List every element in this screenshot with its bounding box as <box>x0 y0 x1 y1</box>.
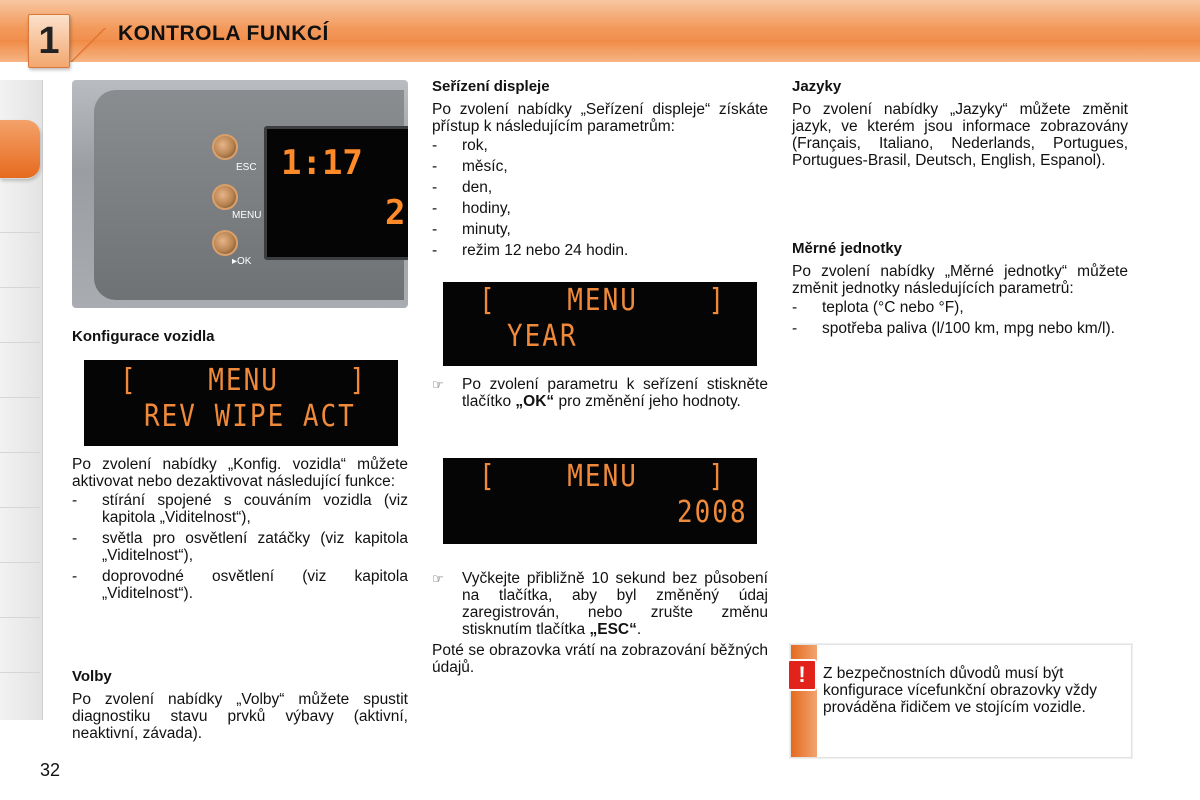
return-text: Poté se obrazovka vrátí na zobrazování běžných údajů. <box>432 642 768 676</box>
list-item: - světla pro osvětlení zatáčky (viz kapitola „Viditelnost“), <box>72 530 408 564</box>
list-item: - spotřeba paliva (l/100 km, mpg nebo km/l). <box>792 320 1128 337</box>
tip-esc <box>432 570 768 676</box>
list-item: - hodiny, <box>432 200 768 217</box>
lcd-2008 <box>443 458 757 544</box>
list-item: - režim 12 nebo 24 hodin. <box>432 242 768 259</box>
tip-ok <box>432 376 768 410</box>
chapter-tab[interactable] <box>0 620 40 673</box>
display-screen <box>264 126 408 260</box>
menu-label: MENU <box>232 210 262 221</box>
chapter-tab-rail <box>0 80 43 720</box>
chapter-tab-active[interactable] <box>0 120 40 179</box>
languages-section <box>792 78 1128 169</box>
list-item: - stírání spojené s couváním vozidla (viz kapitola „Viditelnost“), <box>72 492 408 526</box>
ok-label: ▸OK <box>232 256 252 267</box>
pointing-hand-icon: ☞ <box>432 571 444 586</box>
display-settings-section <box>432 78 768 263</box>
display-second-line: 2 <box>385 193 406 233</box>
units-intro: Po zvolení nabídky „Měrné jednotky“ můžete změnit jednotky následujících parametrů: <box>792 263 1128 297</box>
tip-ok-text: ☞ Po zvolení parametru k seřízení stiskněte tlačítko „OK“ pro změnění jeho hodnoty. <box>432 376 768 410</box>
menu-button-icon <box>212 184 238 210</box>
page-number: 32 <box>40 760 61 780</box>
list-item: - rok, <box>432 137 768 154</box>
tip-esc-text: ☞ Vyčkejte přibližně 10 sekund bez působení na tlačítka, aby byl změněný údaj zaregistrován, nebo zrušte změnu stisknutím tlačítka „ESC“. <box>432 570 768 638</box>
list-item: - minuty, <box>432 221 768 238</box>
chapter-tab[interactable] <box>0 180 40 233</box>
lcd-menu-line: [ MENU ] <box>120 363 368 399</box>
options-text: Po zvolení nabídky „Volby“ můžete spustit diagnostiku stavu prvků výbavy (aktivní, neaktivní, závada). <box>72 691 408 742</box>
chapter-tab[interactable] <box>0 510 40 563</box>
display-settings-intro: Po zvolení nabídky „Seřízení displeje“ získáte přístup k následujícím parametrům: <box>432 101 768 135</box>
chapter-badge <box>28 14 70 68</box>
page-header <box>0 0 1200 62</box>
lcd-year <box>443 282 757 366</box>
lcd-menu-line: [ MENU ] <box>479 459 727 495</box>
chapter-tab[interactable] <box>0 400 40 453</box>
warning-exclamation-icon: ! <box>787 659 817 691</box>
display-settings-heading: Seřízení displeje <box>432 78 550 95</box>
options-section <box>72 668 408 742</box>
lcd-option-line: REV WIPE ACT <box>144 399 356 435</box>
lcd-vehicle-config <box>84 360 398 446</box>
chapter-title: KONTROLA FUNKCÍ <box>118 22 329 45</box>
units-heading: Měrné jednotky <box>792 240 903 257</box>
languages-text: Po zvolení nabídky „Jazyky“ můžete změnit jazyk, ve kterém jsou informace zobrazovány (Français, Italiano, Nederlands, Portugues, Portugues-Brasil, Deutsch, English, Espanol). <box>792 101 1128 169</box>
ok-button-icon <box>212 230 238 256</box>
chapter-tab[interactable] <box>0 345 40 398</box>
lcd-menu-line: [ MENU ] <box>479 283 727 319</box>
options-heading: Volby <box>72 668 112 685</box>
pointing-hand-icon: ☞ <box>432 377 444 392</box>
chapter-tab[interactable] <box>0 455 40 508</box>
clock-readout: 1:17 <box>281 143 363 183</box>
warning-box <box>790 644 1132 758</box>
display-unit-photo <box>72 80 408 308</box>
chapter-tab[interactable] <box>0 290 40 343</box>
lcd-value-line: 2008 <box>677 495 748 531</box>
esc-label: ESC <box>236 162 257 173</box>
esc-emphasis: „ESC“ <box>589 621 637 638</box>
list-item: - den, <box>432 179 768 196</box>
units-section <box>792 240 1128 341</box>
header-divider <box>68 28 108 62</box>
chapter-tab[interactable] <box>0 235 40 288</box>
languages-heading: Jazyky <box>792 78 842 95</box>
lcd-option-line: YEAR <box>507 319 578 355</box>
vehicle-config-heading: Konfigurace vozidla <box>72 328 215 345</box>
warning-text: Z bezpečnostních důvodů musí být konfigurace vícefunkční obrazovky vždy prováděna řidičem ve stojícím vozidle. <box>823 665 1097 716</box>
esc-button-icon <box>212 134 238 160</box>
chapter-tab[interactable] <box>0 565 40 618</box>
vehicle-config-body <box>72 456 408 606</box>
units-list <box>792 299 1128 337</box>
chapter-number: 1 <box>38 19 60 62</box>
list-item: - měsíc, <box>432 158 768 175</box>
vehicle-config-intro: Po zvolení nabídky „Konfig. vozidla“ můžete aktivovat nebo dezaktivovat následující funkce: <box>72 456 408 490</box>
left-column <box>72 328 408 351</box>
display-settings-list <box>432 137 768 259</box>
list-item: - doprovodné osvětlení (viz kapitola „Viditelnost“). <box>72 568 408 602</box>
vehicle-config-list <box>72 492 408 602</box>
ok-emphasis: „OK“ <box>515 393 555 410</box>
list-item: - teplota (°C nebo °F), <box>792 299 1128 316</box>
